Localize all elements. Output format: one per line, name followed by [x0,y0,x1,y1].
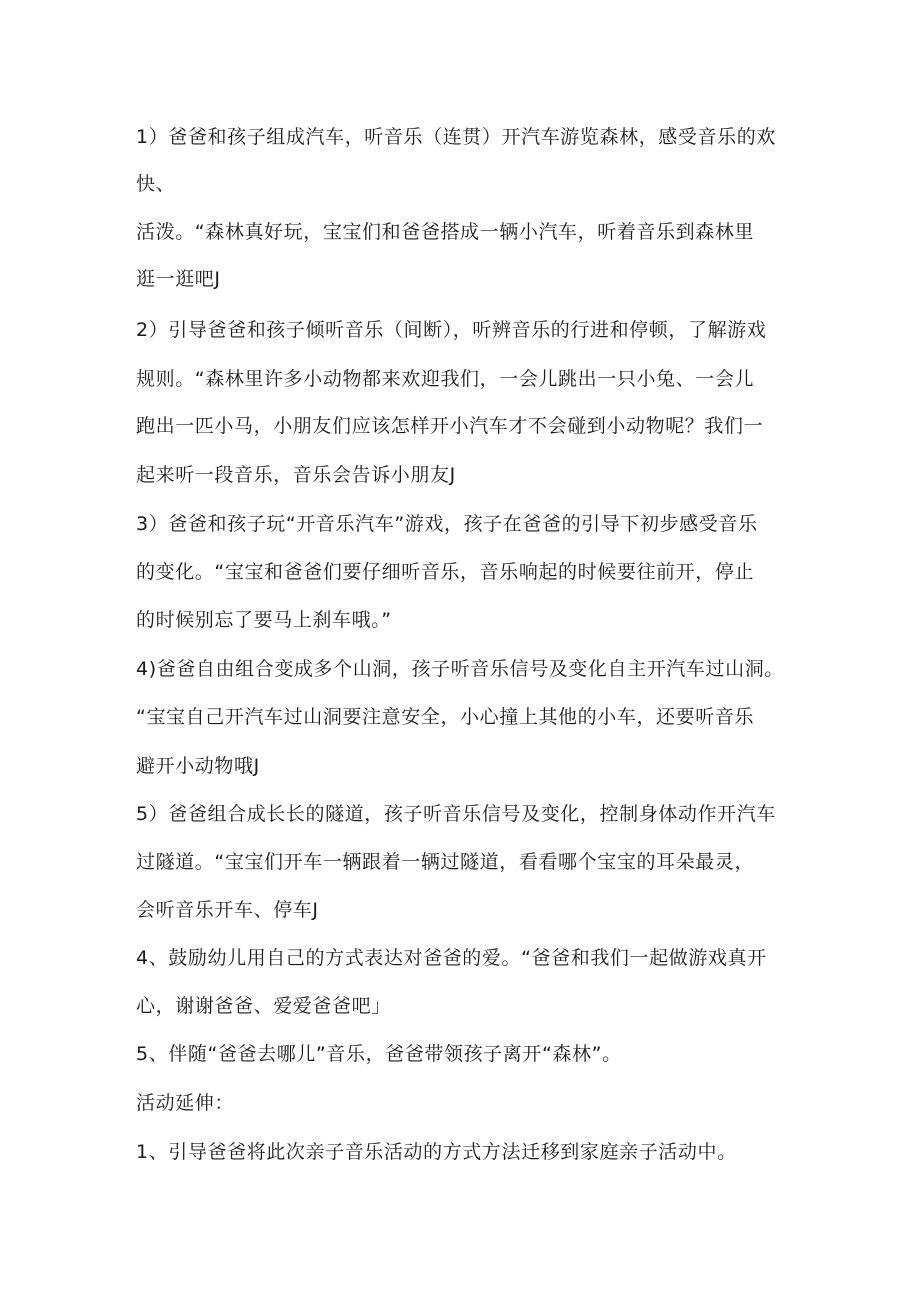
text-line: 规则。“森林里许多小动物都来欢迎我们，一会儿跳出一只小兔、一会儿 [136,368,755,390]
text-line: 1、引导爸爸将此次亲子音乐活动的方式方法迁移到家庭亲子活动中。 [136,1141,737,1163]
text-line: 过隧道。“宝宝们开车一辆跟着一辆过隧道，看看哪个宝宝的耳朵最灵， [136,851,755,873]
text-line: “宝宝自己开汽车过山洞要注意安全，小心撞上其他的小车，还要听音乐 [136,706,755,728]
text-line: 心，谢谢爸爸、爱爱爸爸吧」 [136,995,391,1017]
text-line: 起来听一段音乐，音乐会告诉小朋友J [136,464,456,486]
text-line: 4、鼓励幼儿用自己的方式表达对爸爸的爱。“爸爸和我们一起做游戏真开 [136,947,767,969]
text-line: 5、伴随“爸爸去哪儿”音乐，爸爸带领孩子离开“森林”。 [136,1043,622,1065]
text-line: 4)爸爸自由组合变成多个山洞，孩子听音乐信号及变化自主开汽车过山洞。 [136,658,784,680]
text-line: 避开小动物哦J [136,755,260,777]
text-line: 3）爸爸和孩子玩“开音乐汽车”游戏，孩子在爸爸的引导下初步感受音乐 [136,513,758,535]
text-line: 活泼。“森林真好玩，宝宝们和爸爸搭成一辆小汽车，听着音乐到森林里 [136,221,755,243]
text-line: 会听音乐开车、停车J [136,899,319,921]
text-line: 的时候别忘了要马上刹车哦。” [136,609,392,631]
text-line: 2）引导爸爸和孩子倾听音乐（间断），听辨音乐的行进和停顿，了解游戏 [136,319,767,341]
text-line: 1）爸爸和孩子组成汽车，听音乐（连贯）开汽车游览森林，感受音乐的欢 [136,126,776,148]
text-line: 的变化。“宝宝和爸爸们要仔细听音乐，音乐响起的时候要往前开，停止 [136,561,755,583]
text-line: 快、 [136,173,176,195]
text-line: 逛一逛吧J [136,268,221,290]
text-line: 5）爸爸组合成长长的隧道，孩子听音乐信号及变化，控制身体动作开汽车 [136,803,776,825]
text-line: 跑出一匹小马，小朋友们应该怎样开小汽车才不会碰到小动物呢？我们一 [136,415,764,437]
section-heading: 活动延伸： [136,1092,235,1114]
